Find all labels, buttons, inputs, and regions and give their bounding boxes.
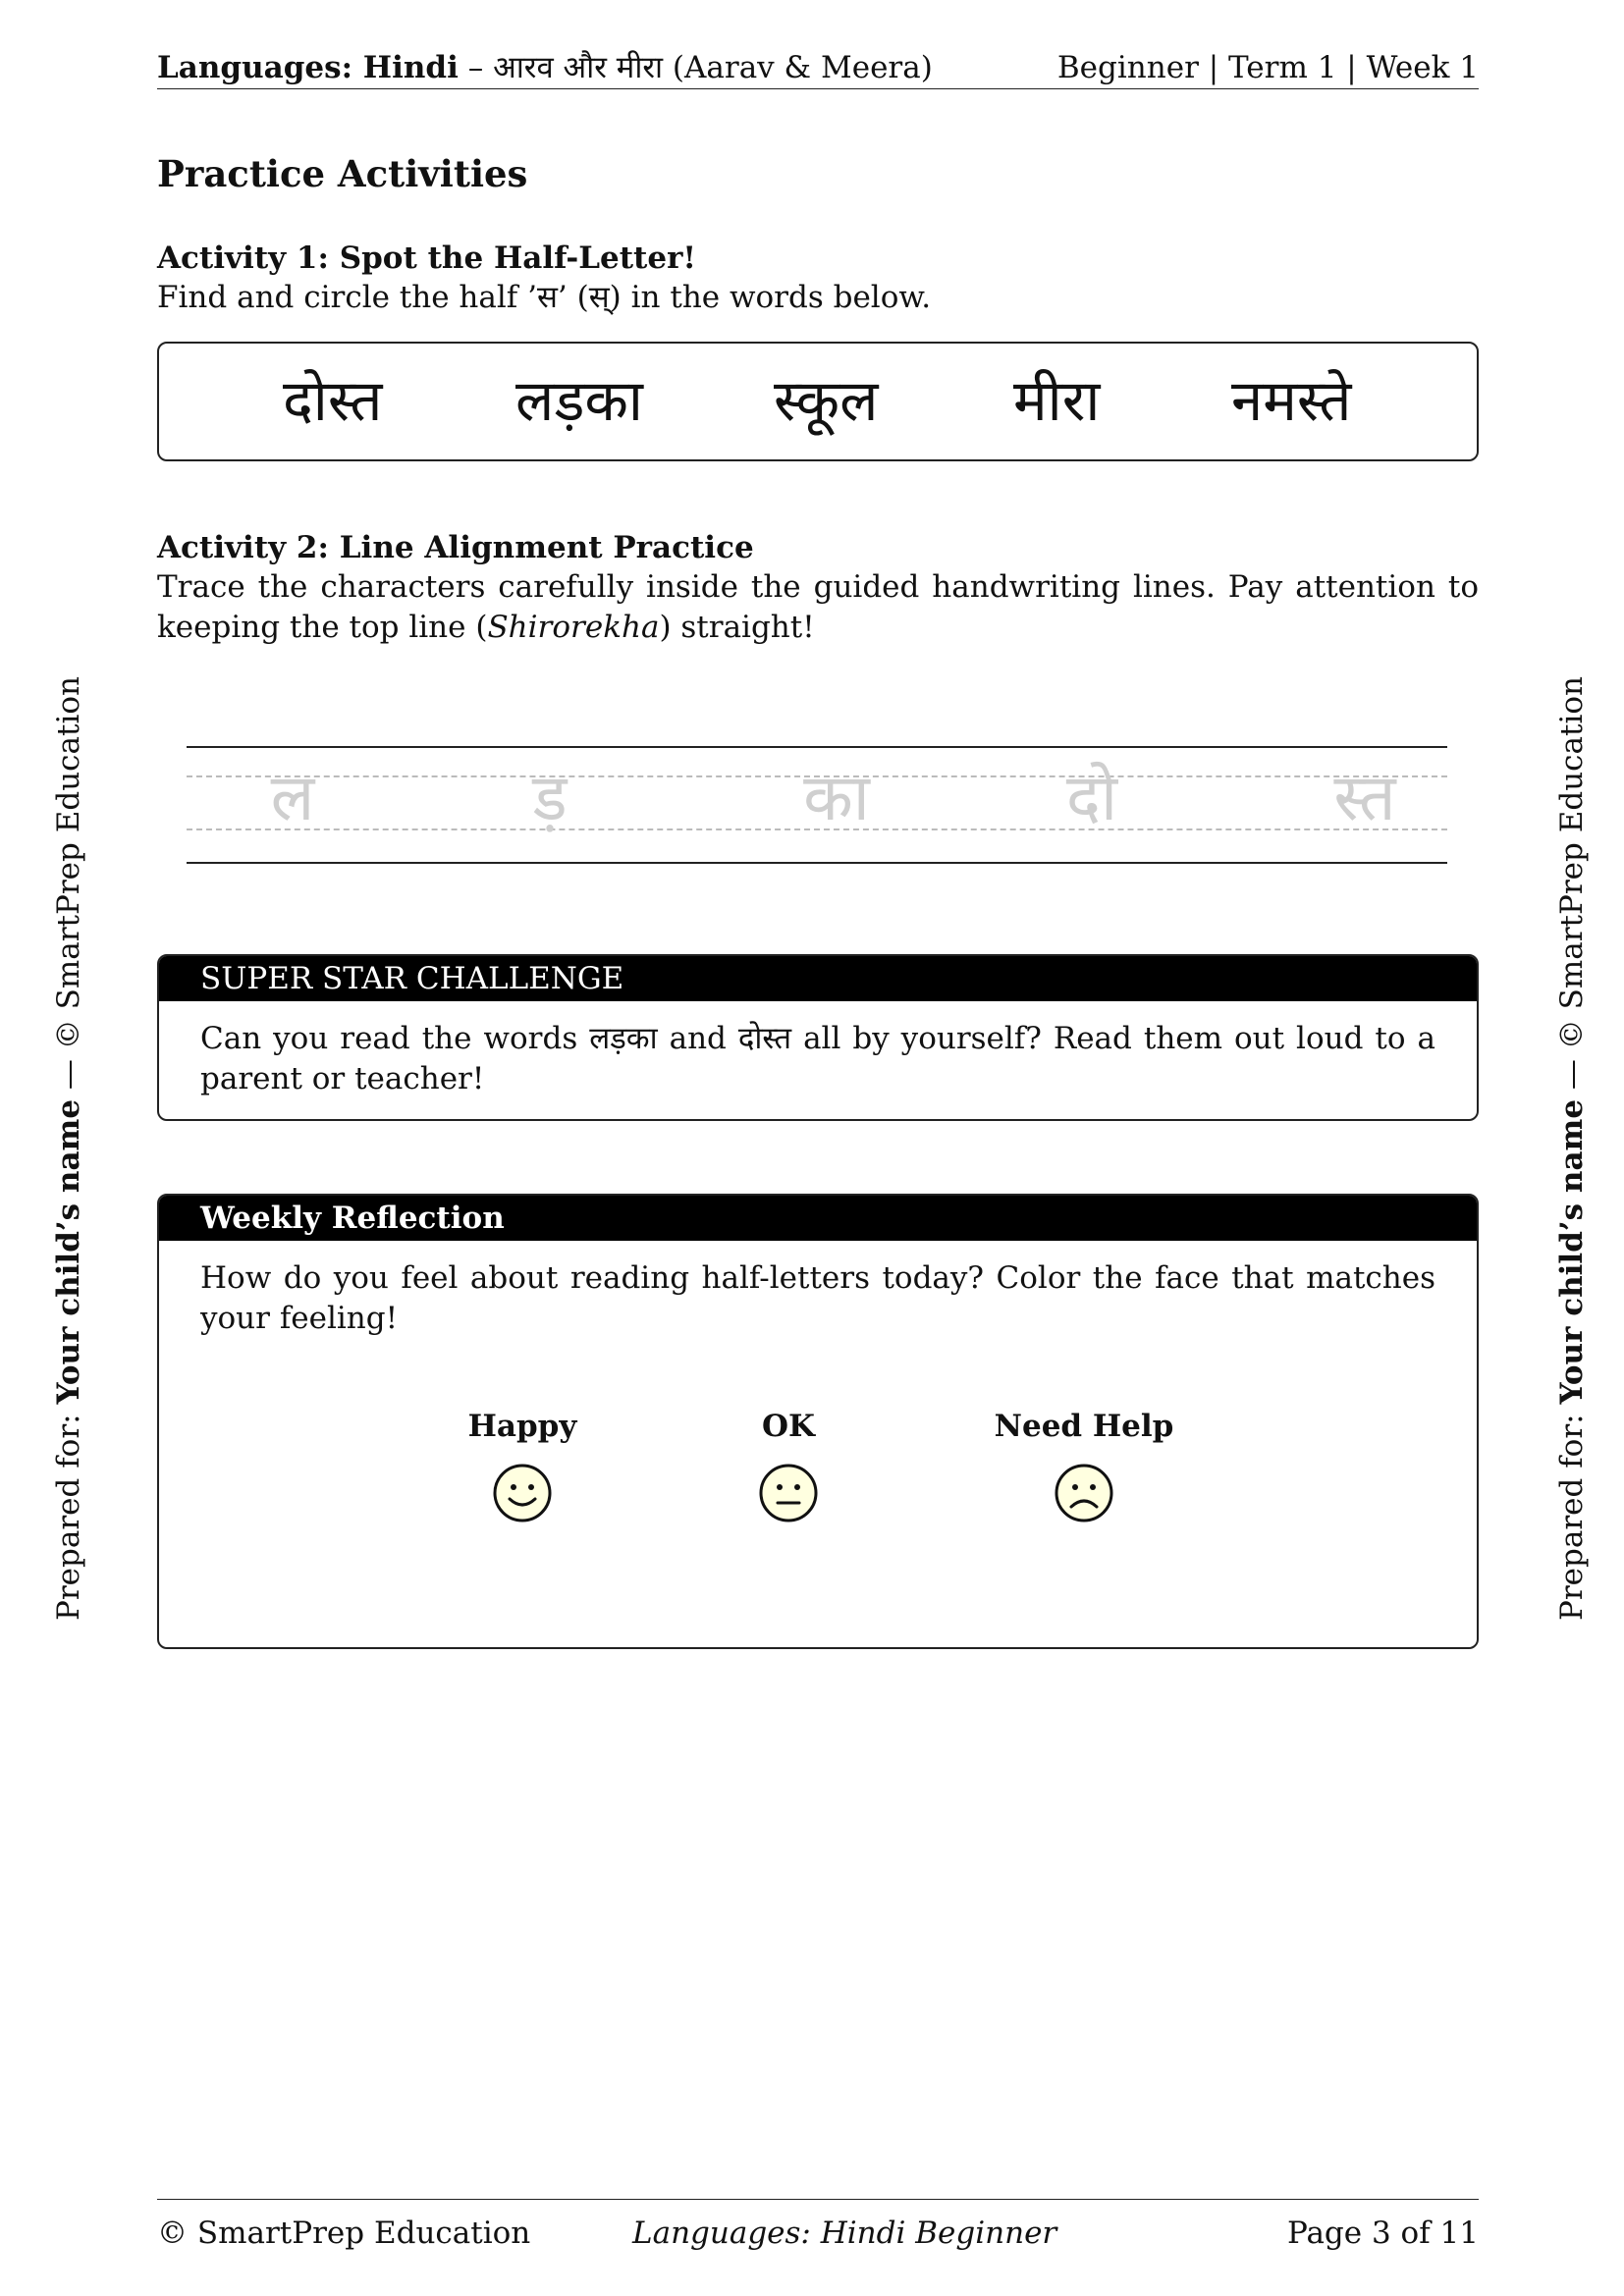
face-label: OK xyxy=(762,1409,815,1444)
reflection-box xyxy=(157,1194,1479,1649)
footer-page-number: Page 3 of 11 xyxy=(1286,2216,1479,2251)
activity2-instructions xyxy=(157,567,1479,648)
face-label: Happy xyxy=(467,1409,577,1444)
footer-course: Languages: Hindi Beginner xyxy=(632,2216,1057,2251)
activity2-text-italic: Shirorekha xyxy=(487,610,660,645)
word-item[interactable]: दोस्त xyxy=(283,367,383,434)
trace-character[interactable]: का xyxy=(803,760,870,835)
reflection-question: How do you feel about reading half-letters today? Color the face that matches your feeling! xyxy=(200,1260,1435,1336)
face-option-need-help[interactable] xyxy=(976,1407,1192,1524)
handwriting-guide[interactable] xyxy=(187,746,1447,864)
guide-top-line xyxy=(187,746,1447,748)
header-subject: Languages: Hindi xyxy=(157,50,459,85)
face-option-happy[interactable] xyxy=(414,1407,630,1524)
word-item[interactable]: मीरा xyxy=(1013,367,1101,434)
activity1-title: Activity 1: Spot the Half-Letter! xyxy=(157,240,697,276)
activity2-text-before: Trace the characters carefully inside the guided handwriting lines. Pay attention to keeping the top line ( xyxy=(157,569,1479,645)
challenge-heading: SUPER STAR CHALLENGE xyxy=(159,956,1477,1001)
side-prefix: Prepared for: xyxy=(51,1404,86,1622)
activity2-text-after: ) straight! xyxy=(659,610,815,645)
side-suffix: — © SmartPrep Education xyxy=(1554,675,1590,1099)
face-option-ok[interactable] xyxy=(680,1407,896,1524)
word-item[interactable]: नमस्ते xyxy=(1231,367,1352,434)
word-box xyxy=(157,342,1479,461)
trace-character[interactable]: ड़ xyxy=(532,760,568,835)
trace-character[interactable]: दो xyxy=(1065,760,1118,835)
activity1-instructions: Find and circle the half ’स’ (स्) in the words below. xyxy=(157,280,932,315)
page-footer xyxy=(157,2199,1479,2251)
header-dash: – xyxy=(458,50,494,85)
smiley-happy-icon[interactable] xyxy=(491,1462,554,1524)
reflection-heading: Weekly Reflection xyxy=(159,1196,1477,1241)
footer-copyright: © SmartPrep Education xyxy=(157,2216,531,2251)
side-child-name: Your child’s name xyxy=(51,1098,86,1405)
section-title: Practice Activities xyxy=(157,152,528,195)
face-options xyxy=(159,1196,1477,1647)
activity2-title: Activity 2: Line Alignment Practice xyxy=(157,530,754,565)
trace-character[interactable]: ल xyxy=(270,760,315,835)
word-item[interactable]: लड़का xyxy=(515,367,643,434)
challenge-text: Can you read the words लड़का and दोस्त all by yourself? Read them out loud to a parent or teacher! xyxy=(200,1021,1435,1096)
side-child-name: Your child’s name xyxy=(1554,1098,1590,1405)
side-prefix: Prepared for: xyxy=(1554,1404,1590,1622)
side-suffix: — © SmartPrep Education xyxy=(51,675,86,1099)
smiley-neutral-icon[interactable] xyxy=(757,1462,820,1524)
header-level-info: Beginner | Term 1 | Week 1 xyxy=(1056,50,1479,85)
header-title xyxy=(157,49,933,86)
trace-character[interactable]: स्त xyxy=(1333,760,1396,835)
smiley-sad-icon[interactable] xyxy=(1053,1462,1115,1524)
header-story-title: आरव और मीरा (Aarav & Meera) xyxy=(493,50,933,85)
face-label: Need Help xyxy=(994,1409,1174,1444)
word-item[interactable]: स्कूल xyxy=(774,367,879,434)
page-header xyxy=(157,43,1479,89)
guide-bottom-line xyxy=(187,862,1447,864)
challenge-box xyxy=(157,954,1479,1121)
